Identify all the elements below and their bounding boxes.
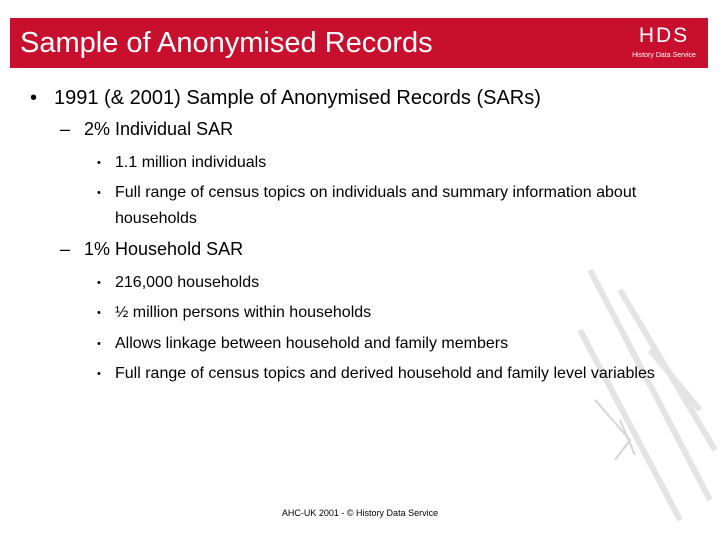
- bullet-dot-icon: •: [97, 338, 101, 350]
- list-item: [97, 180, 667, 232]
- main-bullet: [30, 86, 541, 110]
- footer-text: AHC-UK 2001 - © History Data Service: [281, 508, 439, 518]
- section-heading-text: 1% Household SAR: [84, 239, 244, 259]
- bullet-dot-icon: •: [30, 87, 38, 109]
- dash-icon: –: [60, 119, 71, 139]
- list-item: [97, 331, 667, 357]
- list-item: [97, 300, 667, 326]
- title-bar: [10, 18, 708, 68]
- dash-icon: –: [60, 239, 71, 259]
- bullet-dot-icon: •: [97, 307, 101, 319]
- section-heading: [60, 118, 233, 140]
- hds-logo: [628, 24, 700, 64]
- bullet-dot-icon: •: [97, 368, 101, 380]
- list-item-text: Allows linkage between household and family members: [115, 335, 509, 352]
- bullet-dot-icon: •: [97, 157, 101, 169]
- list-item: [97, 270, 667, 296]
- section-heading: [60, 238, 243, 260]
- list-item-text: 1.1 million individuals: [115, 154, 267, 171]
- logo-subtext: History Data Service: [632, 52, 696, 59]
- section-heading-text: 2% Individual SAR: [84, 119, 234, 139]
- list-item-text: Full range of census topics on individuals and summary information about households: [115, 184, 637, 227]
- slide-title: Sample of Anonymised Records: [20, 27, 433, 59]
- list-item: [97, 150, 667, 176]
- list-item-text: 216,000 households: [115, 274, 260, 291]
- main-bullet-text: 1991 (& 2001) Sample of Anonymised Records (SARs): [54, 87, 541, 109]
- list-item: [97, 361, 667, 387]
- list-item-text: Full range of census topics and derived household and family level variables: [115, 365, 655, 382]
- list-item-text: ½ million persons within households: [115, 304, 372, 321]
- bullet-dot-icon: •: [97, 187, 101, 199]
- logo-text: HDS: [638, 24, 690, 47]
- bullet-dot-icon: •: [97, 277, 101, 289]
